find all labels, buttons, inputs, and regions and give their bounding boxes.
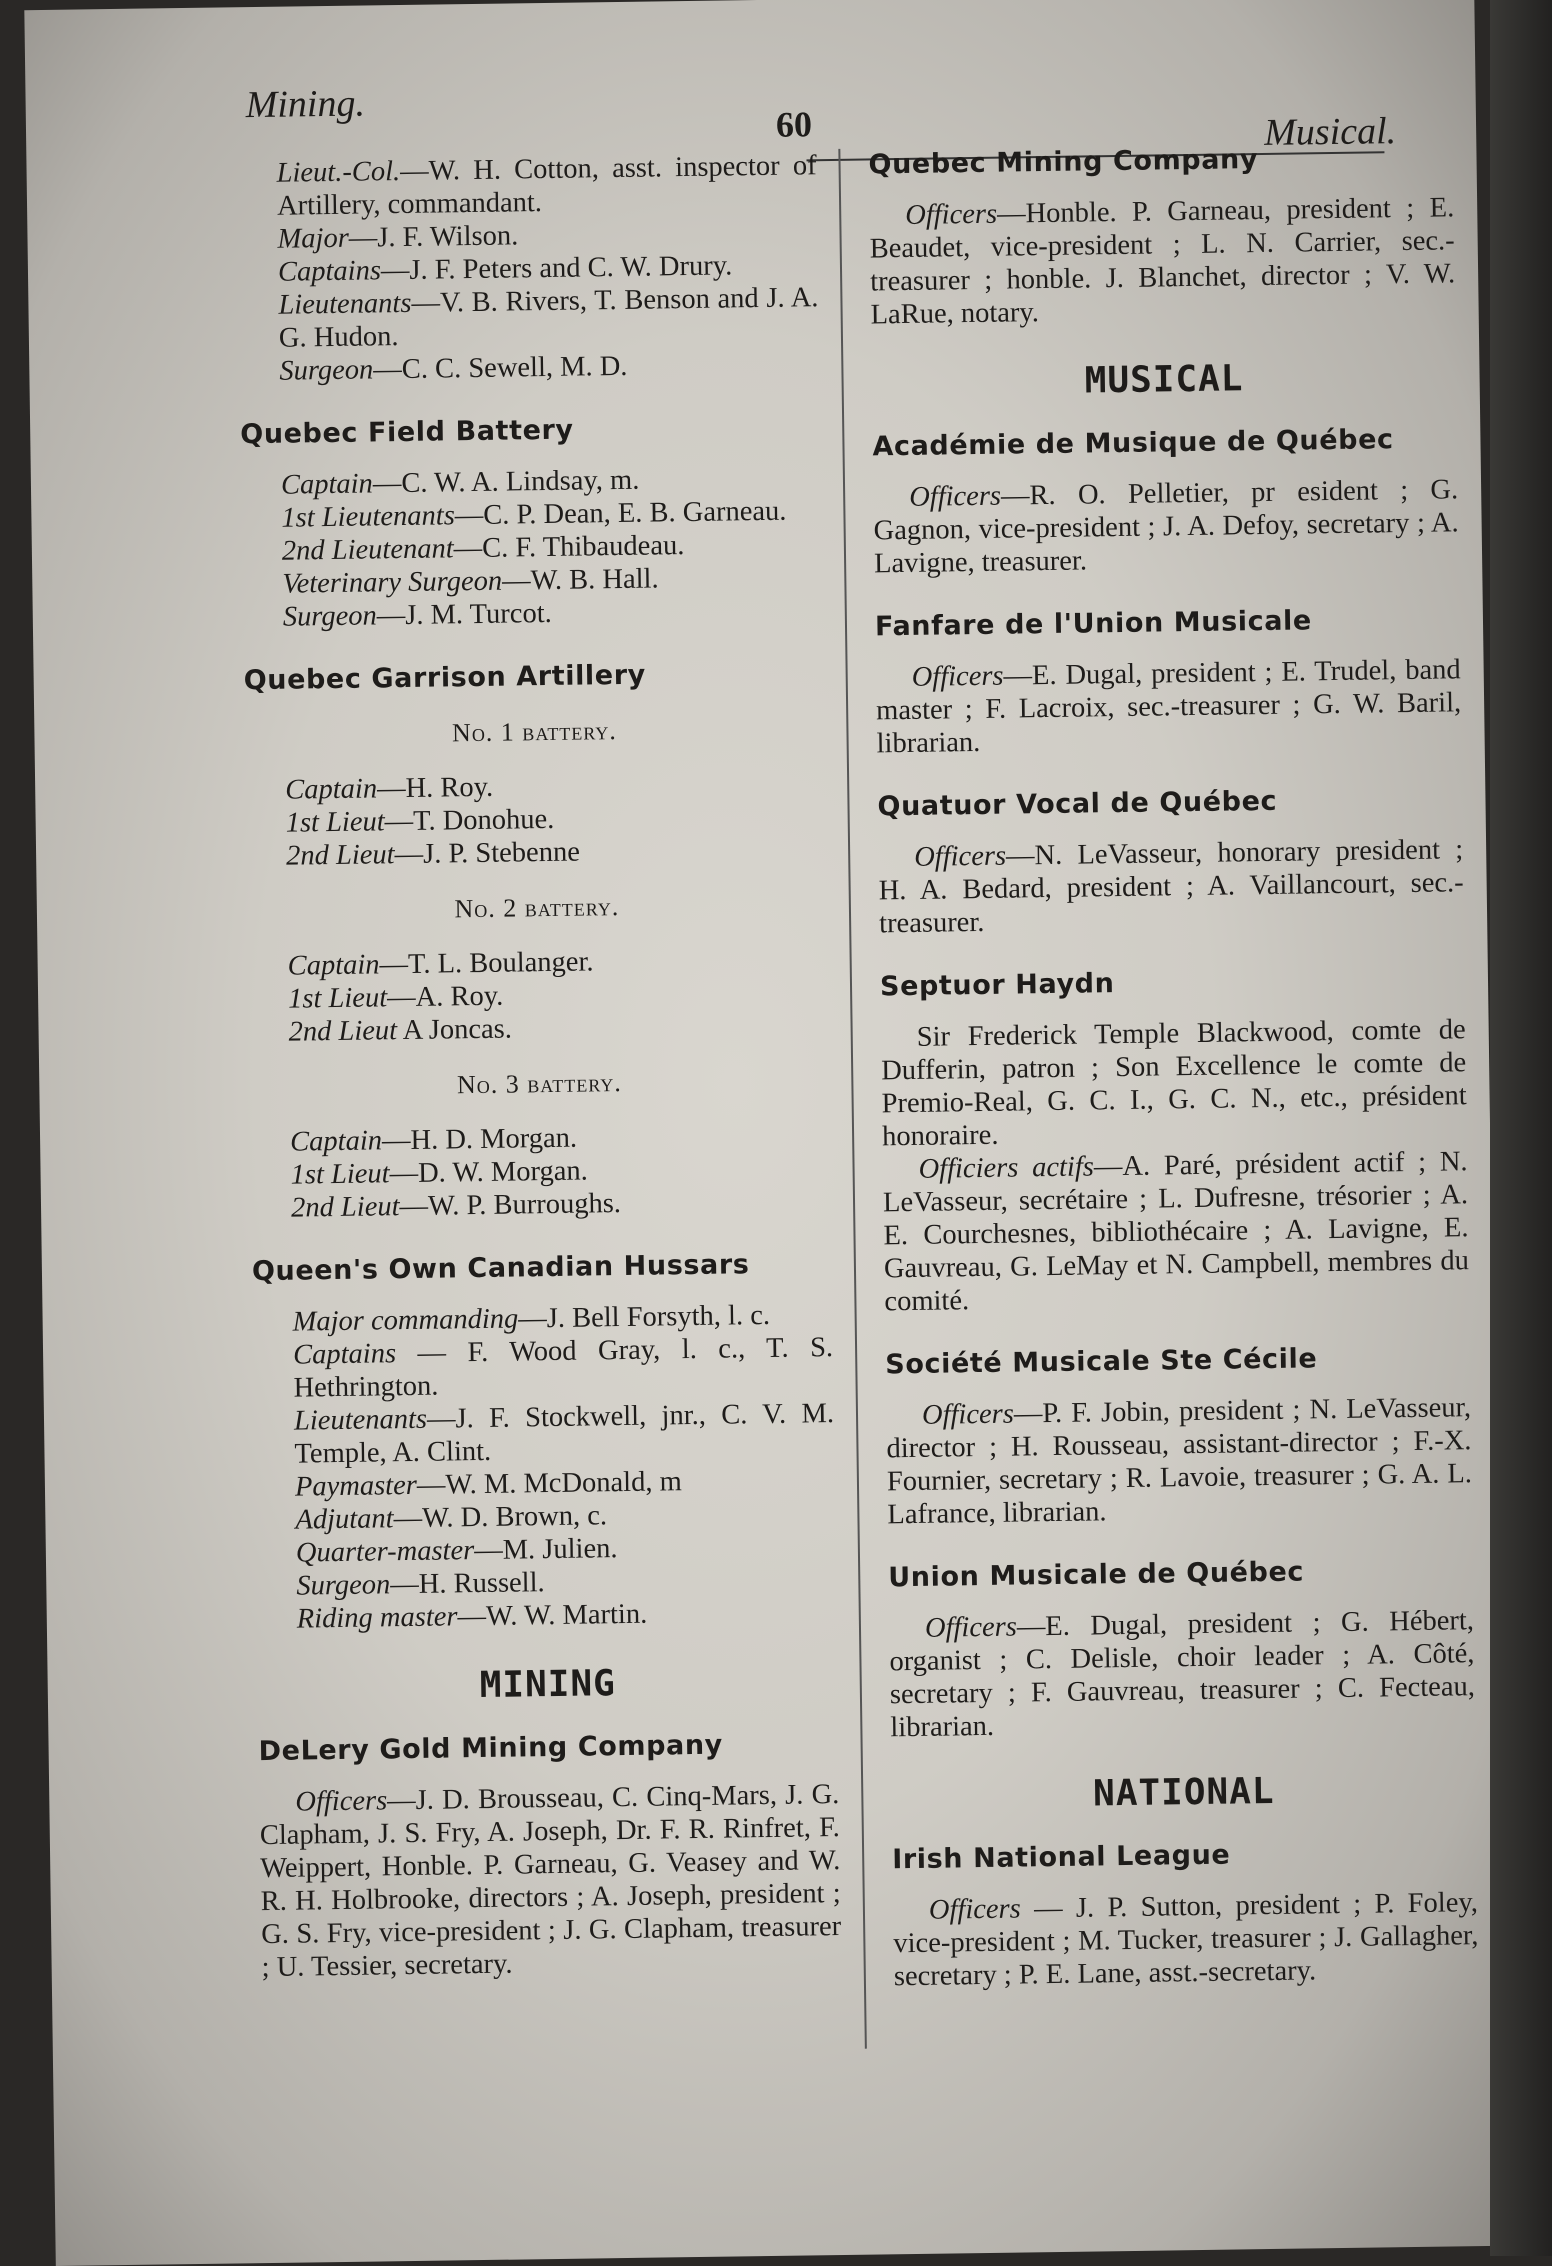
entry-text: —J. F. Peters and C. W. Drury. <box>380 250 733 287</box>
entry-text: —C. P. Dean, E. B. Garneau. <box>454 495 787 532</box>
entry-text: —N. LeVasseur, honorary president ; H. A. Bedard, president ; A. Vaillancourt, sec.-treasurer. <box>878 834 1464 940</box>
entry-text: —J. P. Stebenne <box>394 836 581 871</box>
role-label: Quarter-master <box>295 1535 475 1569</box>
entry-text: —W. W. Martin. <box>457 1598 648 1633</box>
role-label: 1st Lieut <box>287 982 388 1015</box>
entry-text: —T. Donohue. <box>384 803 555 838</box>
entry-text: —W. D. Brown, c. <box>393 1500 608 1535</box>
column-divider <box>838 149 867 2049</box>
entry-line <box>251 1184 831 1225</box>
role-label: Captains <box>277 255 382 288</box>
entry-line <box>253 1331 834 1405</box>
role-label: Officers <box>924 1611 1018 1644</box>
role-label: Riding master <box>296 1601 458 1635</box>
entry-paragraph <box>873 473 1459 580</box>
org-title: Fanfare de l'Union Musicale <box>874 605 1313 643</box>
role-label: Surgeon <box>279 354 374 387</box>
entry-paragraph <box>875 653 1461 760</box>
entry-paragraph <box>882 1145 1469 1318</box>
field-battery-officers <box>241 461 823 634</box>
entry-text: —P. F. Jobin, president ; N. LeVasseur, director ; H. Rousseau, assistant-director ; F.-X. Fournier, secretary ; R. Lavoie, treasurer ; G. A. L. Lafrance, librarian. <box>886 1392 1473 1531</box>
org-title: Septuor Haydn <box>879 968 1115 1003</box>
role-label: 1st Lieut <box>285 806 385 839</box>
header-left: Mining. <box>245 82 366 127</box>
role-label: Officers <box>905 198 998 231</box>
role-label: Lieutenants <box>278 287 412 321</box>
entry-text: —J. F. Wilson. <box>348 220 519 254</box>
entry-text: —J. M. Turcot. <box>376 597 552 632</box>
entry-text: —E. Dugal, president ; G. Hébert, organist ; C. Delisle, choir leader ; A. Côté, secretary ; F. Gauvreau, treasurer ; C. Fecteau, librarian. <box>889 1605 1476 1744</box>
org-title: Irish National League <box>892 1839 1231 1876</box>
entry-text: —C. C. Sewell, M. D. <box>373 350 628 386</box>
entry-text: —H. Roy. <box>376 771 494 805</box>
entry-text: —W. M. McDonald, m <box>416 1466 682 1501</box>
entry-line <box>257 1595 837 1636</box>
role-label: Lieutenants <box>293 1403 428 1437</box>
entry-paragraph <box>893 1886 1479 1993</box>
role-label: Officers <box>908 480 1002 513</box>
entry-text: —D. W. Morgan. <box>389 1155 588 1190</box>
entry-text: —M. Julien. <box>473 1533 618 1567</box>
org-title: DeLery Gold Mining Company <box>258 1729 724 1768</box>
role-label: Captain <box>285 773 378 806</box>
battery-label: No. 2 battery. <box>454 892 620 924</box>
left-column <box>236 149 841 1984</box>
role-label: Officers <box>295 1785 388 1818</box>
org-title: Quebec Field Battery <box>240 414 574 451</box>
role-label: Major <box>277 222 350 255</box>
entry-text: —A. Roy. <box>386 980 504 1014</box>
entry-text: —H. D. Morgan. <box>381 1122 578 1157</box>
org-title: Quatuor Vocal de Québec <box>877 785 1278 823</box>
page-number: 60 <box>775 104 813 145</box>
role-label: Surgeon <box>282 600 377 633</box>
section-heading-musical: MUSICAL <box>1084 358 1244 402</box>
section-heading-mining: MINING <box>479 1663 617 1707</box>
role-label: 2nd Lieut <box>288 1015 398 1048</box>
entry-line <box>246 832 826 873</box>
entry-text: —W. H. Cotton, asst. inspector of Artillery, commandant. <box>276 150 817 222</box>
entry-text: —Honble. P. Garneau, president ; E. Beaudet, vice-president ; L. N. Carrier, sec.-treasurer ; honble. J. Blanchet, director ; V. W. LaRue, notary. <box>869 192 1456 331</box>
entry-text: —C. W. A. Lindsay, m. <box>372 464 640 500</box>
entry-text: —J. F. Stockwell, jnr., C. V. M. Temple, A. Clint. <box>294 1398 835 1470</box>
entry-text: —J. D. Brousseau, C. Cinq-Mars, J. G. Clapham, J. S. Fry, A. Joseph, Dr. F. R. Rinfret, F. Weippert, Honble. P. Garneau, G. Veasey and W. R. H. Holbrooke, directors ; A. Joseph, president ; G. S. Fry, vice-president ; J. G. Clapham, treasurer ; U. Tessier, secretary. <box>259 1779 842 1984</box>
binding-edge <box>1490 0 1552 2256</box>
role-label: Lieut.-Col. <box>276 156 401 189</box>
role-label: Officers <box>914 840 1007 873</box>
role-label: Captain <box>289 1125 383 1158</box>
entry-paragraph <box>259 1778 842 1984</box>
org-title: Académie de Musique de Québec <box>872 424 1394 463</box>
page-header <box>215 63 1397 154</box>
role-label: 1st Lieutenants <box>281 500 456 534</box>
entry-text: —V. B. Rivers, T. Benson and J. A. G. Hudon. <box>278 282 819 354</box>
role-label: Surgeon <box>296 1569 391 1602</box>
entry-text: —W. B. Hall. <box>501 563 659 597</box>
entry-paragraph <box>869 191 1456 331</box>
org-title: Union Musicale de Québec <box>888 1556 1305 1594</box>
entry-text: —H. Russell. <box>390 1567 545 1601</box>
right-column <box>868 140 1479 1993</box>
entry-line <box>243 593 823 634</box>
book-page <box>24 0 1505 2266</box>
entry-line <box>239 347 819 388</box>
role-label: Adjutant <box>295 1503 394 1536</box>
battery-label: No. 3 battery. <box>456 1067 622 1100</box>
entry-text: — J. P. Sutton, president ; P. Foley, vice-president ; M. Tucker, treasurer ; J. Gallagher, secretary ; P. E. Lane, asst.-secretary. <box>893 1887 1479 1993</box>
header-right: Musical. <box>1263 110 1397 154</box>
entry-text: A Joncas. <box>396 1013 513 1047</box>
entry-text: —J. Bell Forsyth, l. c. <box>518 1299 771 1335</box>
role-label: Captain <box>287 949 380 982</box>
org-title: Queen's Own Canadian Hussars <box>251 1249 750 1288</box>
entry-text: —W. P. Burroughs. <box>399 1188 622 1223</box>
entry-text: —E. Dugal, president ; E. Trudel, band master ; F. Lacroix, sec.-treasurer ; G. W. Baril, librarian. <box>875 654 1462 760</box>
role-label: 1st Lieut <box>290 1158 390 1191</box>
org-title: Quebec Garrison Artillery <box>243 659 647 697</box>
entry-paragraph: Sir Frederick Temple Blackwood, comte de Dufferin, patron ; Son Excellence le comte de Premio-Real, G. C. I., G. C. N., etc., président honoraire. <box>880 1014 1467 1153</box>
org-title: Société Musicale Ste Cécile <box>885 1343 1318 1381</box>
role-label: Veterinary Surgeon <box>282 565 503 600</box>
entry-text: — F. Wood Gray, l. c., T. S. Hethrington. <box>293 1332 834 1404</box>
entry-text: —C. F. Thibaudeau. <box>453 530 685 565</box>
entry-paragraph <box>878 833 1464 940</box>
role-label: 2nd Lieutenant <box>281 533 454 567</box>
entry-line <box>238 281 819 355</box>
role-label: Paymaster <box>294 1469 418 1503</box>
role-label: Major commanding <box>292 1303 519 1338</box>
entry-paragraph <box>886 1391 1473 1531</box>
section-heading-national: NATIONAL <box>1092 1770 1275 1815</box>
role-label: 2nd Lieut <box>285 839 395 872</box>
entry-line <box>236 149 817 223</box>
entry-paragraph <box>889 1604 1476 1744</box>
role-label: Captain <box>280 468 374 501</box>
entry-line <box>248 1008 828 1049</box>
role-label: Officiers actifs <box>918 1151 1095 1185</box>
battery-label: No. 1 battery. <box>451 716 618 748</box>
role-label: 2nd Lieut <box>290 1191 400 1224</box>
role-label: Captains <box>292 1338 397 1371</box>
entry-text: —R. O. Pelletier, pr esident ; G. Gagnon, vice-president ; J. A. Defoy, secretary ; A. Lavigne, treasurer. <box>873 474 1459 580</box>
entry-text: —T. L. Boulanger. <box>379 946 594 981</box>
artillery-officers <box>236 149 819 388</box>
role-label: Officers <box>921 1398 1015 1431</box>
role-label: Officers <box>928 1893 1021 1926</box>
role-label: Officers <box>911 660 1004 693</box>
org-title: Quebec Mining Company <box>868 144 1259 181</box>
entry-line <box>254 1397 835 1471</box>
entry-text: —A. Paré, président actif ; N. LeVasseur, secrétaire ; L. Dufresne, trésorier ; A. E. Courchesnes, bibliothécaire ; A. Lavigne, E. Gauvreau, G. LeMay et N. Campbell, membres du comité. <box>882 1146 1470 1318</box>
